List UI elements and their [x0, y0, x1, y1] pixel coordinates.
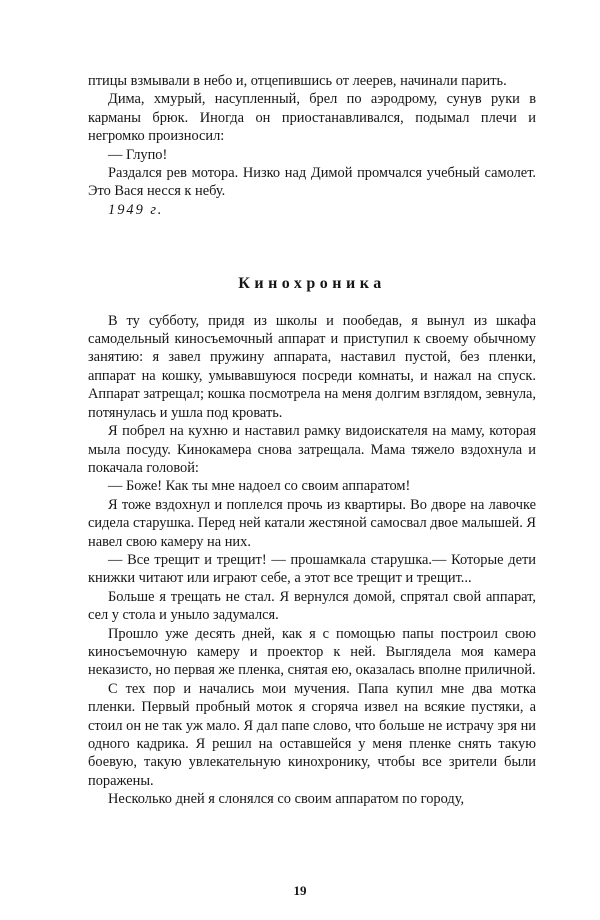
paragraph: Я тоже вздохнул и поплелся прочь из квартиры. Во дворе на лавочке сидела старушка. Перед ней катали жестяной самосвал двое малышей. Я навел свою камеру на них. [88, 496, 536, 550]
page-body [88, 72, 536, 809]
paragraph: Раздался рев мотора. Низко над Димой промчался учебный самолет. Это Вася несся к небу. [88, 165, 536, 200]
paragraph: В ту субботу, придя из школы и пообедав, я вынул из шкафа самодельный киносъемочный аппарат и приступил к своему обычному занятию: я завел пружину аппарата, наставил пустой, без пленки, аппарат на кошку, умывавшуюся посреди комнаты, и нажал на спуск. Аппарат затрещал; кошка посмотрела на меня долгим взглядом, зевнула, потянулась и ушла под кровать. [88, 312, 536, 421]
paragraph: — Глупо! [108, 146, 168, 163]
paragraph: Дима, хмурый, насупленный, брел по аэродрому, сунув руки в карманы брюк. Иногда он приостанавливался, подымал плечи и негромко произносил: [88, 91, 536, 145]
paragraph: Я побрел на кухню и наставил рамку видоискателя на маму, которая мыла посуду. Кинокамера снова затрещала. Мама тяжело вздохнула и покачала головой: [88, 423, 536, 476]
paragraph: Больше я трещать не стал. Я вернулся домой, спрятал свой аппарат, сел у стола и уныло задумался. [88, 588, 536, 624]
paragraph: Прошло уже десять дней, как я с помощью папы построил свою киносъемочную камеру и проектор к ней. Выглядела моя камера неказисто, но первая же пленка, снятая ею, оказалась вполне приличной. [88, 625, 536, 679]
paragraph: — Боже! Как ты мне надоел со своим аппаратом! [108, 478, 411, 495]
paragraph: птицы взмывали в небо и, отцепившись от леерев, начинали парить. [88, 73, 507, 89]
paragraph: — Все трещит и трещит! — прошамкала старушка.— Которые дети книжки читают или играют себе, а этот все трещит и трещит... [88, 551, 536, 587]
chapter-text [88, 312, 536, 809]
paragraph: С тех пор и начались мои мучения. Папа купил мне два мотка пленки. Первый пробный моток я сгоряча извел на всякие пустяки, а стоил он не так уж мало. Я дал папе слово, что больше не истрачу зря ни одного кадрика. Я решил на оставшейся у меня пленке снять такую боевую, такую увлекательную кинохронику, чтобы все зрители были поражены. [88, 680, 536, 789]
chapter-title: Кинохроника [238, 275, 386, 293]
page-number: 19 [293, 883, 307, 898]
previous-story-ending [88, 72, 536, 219]
paragraph: Несколько дней я слонялся со своим аппаратом по городу, [108, 791, 465, 808]
story-date: 1949 г. [108, 201, 164, 218]
